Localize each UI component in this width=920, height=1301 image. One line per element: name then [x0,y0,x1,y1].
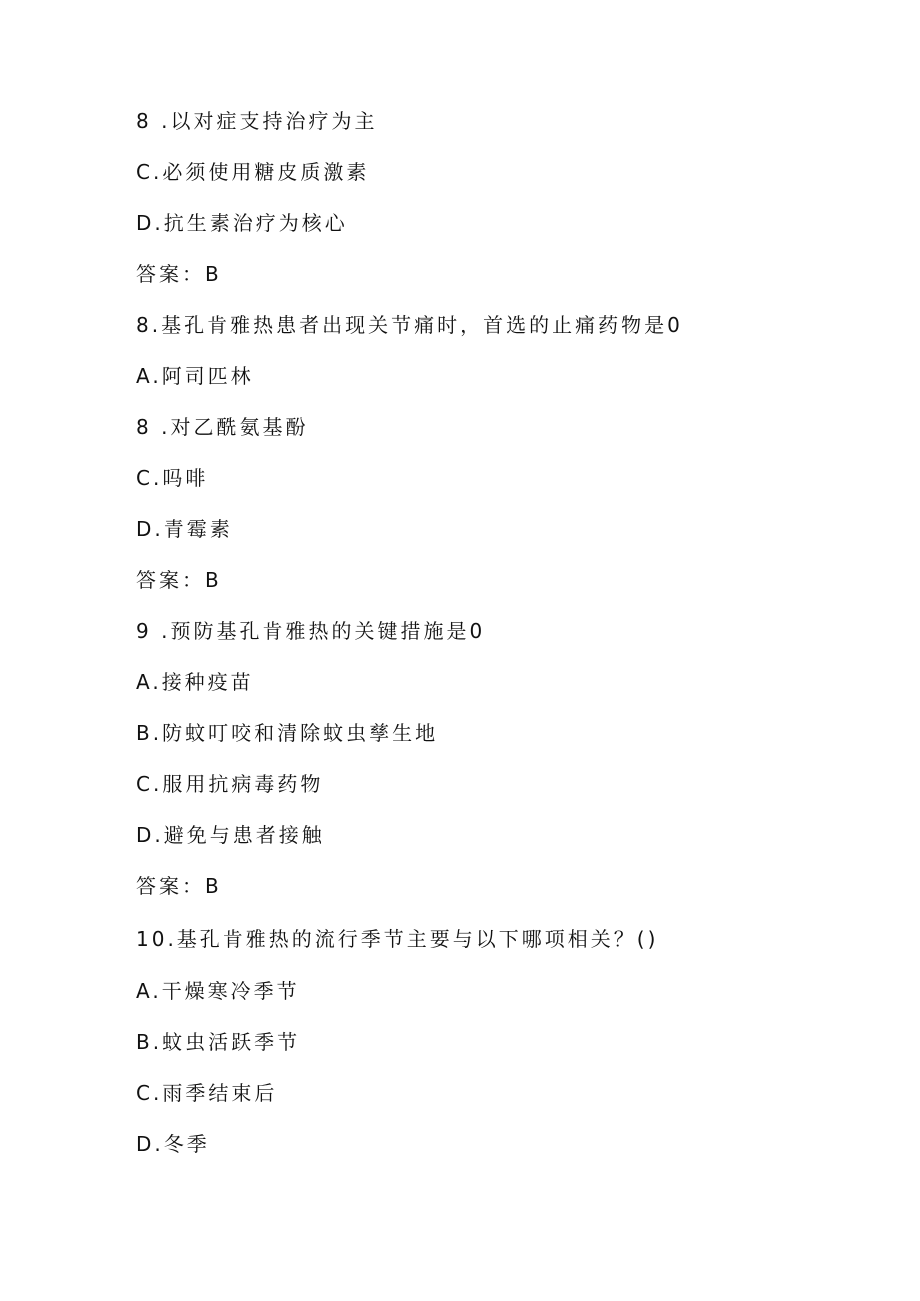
q10-option-d: D.冬季 [136,1132,210,1156]
answer-line-1: 答案：B [136,262,222,286]
q9-option-c: C.服用抗病毒药物 [136,772,324,796]
q10-option-c: C.雨季结束后 [136,1081,278,1105]
q10-option-a: A.干燥寒冷季节 [136,979,300,1003]
q9-option-a: A.接种疫苗 [136,670,254,694]
answer-line-3: 答案：B [136,874,222,898]
q8-option-a: A.阿司匹林 [136,364,254,388]
q8-option-c: C.吗啡 [136,466,209,490]
question-8-title: 8.基孔肯雅热患者出现关节痛时，首选的止痛药物是0 [136,313,683,337]
question-10-title: 10.基孔肯雅热的流行季节主要与以下哪项相关？() [136,927,659,951]
q8-option-b: 8 .对乙酰氨基酚 [136,415,309,439]
q9-option-b: B.防蚊叮咬和清除蚊虫孳生地 [136,721,439,745]
q10-option-b: B.蚊虫活跃季节 [136,1030,301,1054]
option-c-glucocorticoids: C.必须使用糖皮质激素 [136,160,370,184]
option-b-symptomatic-support: 8 .以对症支持治疗为主 [136,109,378,133]
option-d-antibiotics: D.抗生素治疗为核心 [136,211,348,235]
q9-option-d: D.避免与患者接触 [136,823,325,847]
question-9-title: 9 .预防基孔肯雅热的关键措施是0 [136,619,486,643]
q8-option-d: D.青霉素 [136,517,233,541]
answer-line-2: 答案：B [136,568,222,592]
